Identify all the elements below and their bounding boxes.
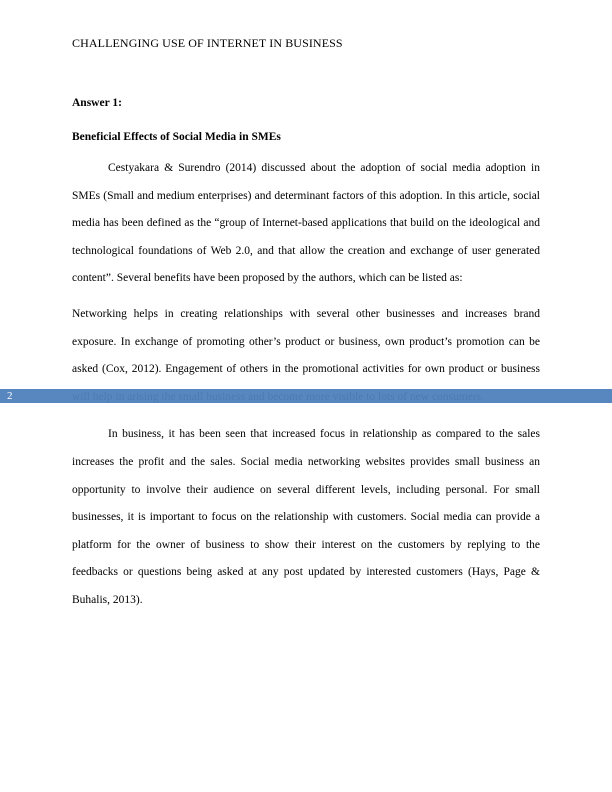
answer-heading: Answer 1:	[72, 97, 122, 109]
section-heading: Beneficial Effects of Social Media in SMEs	[72, 131, 281, 143]
paragraph-1: Cestyakara & Surendro (2014) discussed about the adoption of social media adoption in SMEs (Small and medium enterprises) and determinant factors of this adoption. In this article, social media has been defined as the “group of Internet-based applications that build on the ideological and technological foundations of Web 2.0, and that allow the creation and exchange of user generated content”. Several benefits have been proposed by the authors, which can be listed as:	[72, 162, 540, 285]
running-header: CHALLENGING USE OF INTERNET IN BUSINESS	[72, 36, 343, 50]
document-body	[72, 94, 540, 615]
page-separator-band	[0, 389, 612, 403]
paragraph-3: In business, it has been seen that increased focus in relationship as compared to the sales increases the profit and the sales. Social media networking websites provides small business an opportunity to involve their audience on several different levels, including personal. For small businesses, it is important to focus on the relationship with customers. Social media can provide a platform for the owner of business to show their interest on the customers by replying to the feedbacks or questions being asked at any post updated by interested customers (Hays, Page & Buhalis, 2013).	[72, 428, 540, 606]
page-number: 2	[7, 390, 13, 402]
paragraph-2: Networking helps in creating relationships with several other businesses and increases brand exposure. In exchange of promoting other’s product or business, own product’s promotion can be asked (Cox, 2012). Engagement of others in the promotional activities for own product or business	[72, 307, 540, 376]
